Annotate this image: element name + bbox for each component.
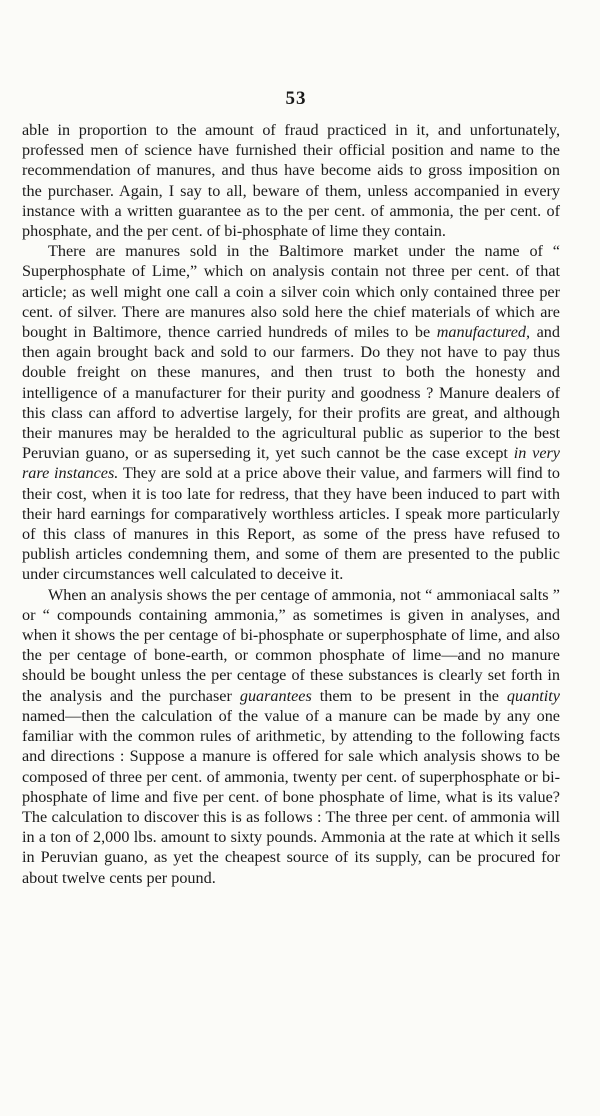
text-run: them to be present in the [311,686,507,705]
text-run: When an analysis shows the per centage of ammonia, not “ ammoniacal salts ” or “ compounds containing ammonia,” as sometimes is given in analyses, and when it shows the per centage of bi-phosphate or superphosphate of lime, and also the per centage of bone-earth, or common phosphate of lime—and no manure should be bought unless the per centage of these substances is clearly set forth in the analysis and the purchaser [22,585,560,705]
paragraph-3 [22,585,560,888]
text-run: There are manures sold in the Baltimore market under the name of “ Superphosphate of Lime,” which on analysis contain not three per cent. of that article; as well might one call a coin a silver coin which only contained three per cent. of silver. There are manures also sold here the chief materials of which are bought in Baltimore, thence carried hundreds of miles to be [22,242,560,342]
text-run: named—then the calculation of the value of a manure can be made by any one familiar with the common rules of arithmetic, by attending to the following facts and directions : Suppose a manure is offered for sale which analysis shows to be composed of three per cent. of ammonia, twenty per cent. of superphosphate or bi-phosphate of lime and five per cent. of bone phosphate of lime, what is its value? The calculation to discover this is as follows : The three per cent. of ammonia will in a ton of 2,000 lbs. amount to sixty pounds. Ammonia at the rate at which it sells in Peruvian guano, as yet the cheapest source of its supply, can be procured for about twelve cents per pound. [22,706,560,887]
italic-run: in very rare instances. [22,444,560,483]
italic-run: quantity [506,686,560,705]
text-run: able in proportion to the amount of fraud practiced in it, and unfortunately, professed men of science have furnished their official position and name to the recommendation of manures, and thus have become aids to gross imposition on the purchaser. Again, I say to all, beware of them, unless accompanied in every instance with a written guarantee as to the per cent. of ammonia, the per cent. of phosphate, and the per cent. of bi-phosphate of lime they contain. [22,121,560,241]
body-text [22,120,560,888]
paragraph-1 [22,120,560,241]
paragraph-2 [22,241,560,584]
text-run: They are sold at a price above their value, and farmers will find to their cost, when it is too late for redress, that they have been induced to part with their hard earnings for comparatively worthless articles. I speak more particularly of this class of manures in this Report, as some of the press have refused to publish articles condemning them, and some of them are presented to the public under circumstances well calculated to deceive it. [22,464,561,584]
text-run: and then again brought back and sold to our farmers. Do they not have to pay thus double freight on these manures, and then trust to both the honesty and intelligence of a manufacturer for their purity and goodness ? Manure dealers of this class can afford to advertise largely, for their profits are great, and although their manures may be heralded to the agricultural public as superior to the best Peruvian guano, or as superseding it, yet such cannot be the case except [22,323,560,463]
italic-run: guarantees [239,686,312,705]
page-number: 53 [285,88,307,109]
italic-run: manufactured, [436,323,531,342]
